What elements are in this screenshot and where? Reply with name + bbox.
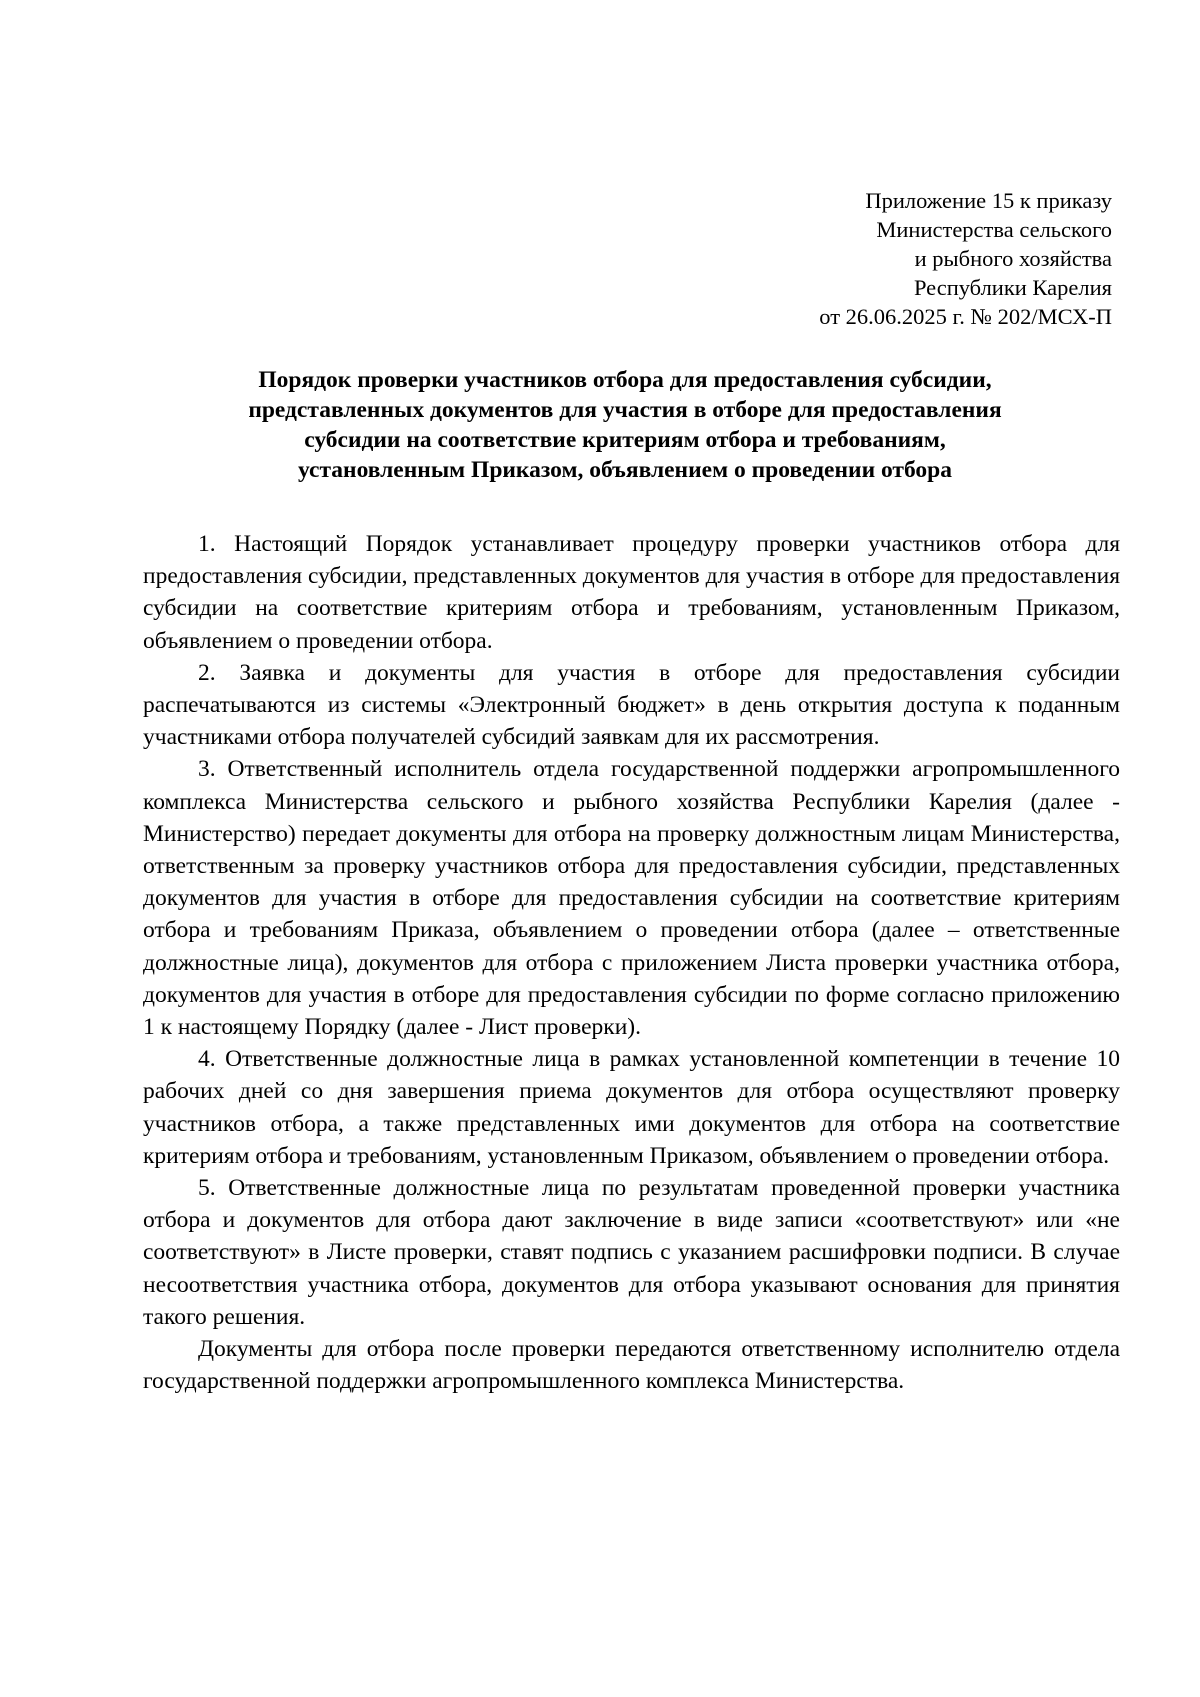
document-title: [130, 365, 1120, 485]
paragraph-5: 5. Ответственные должностные лица по результатам проведенной проверки участника отбора и документов для отбора дают заключение в виде записи «соответствуют» или «не соответствуют» в Листе проверки, ставят подпись с указанием расшифровки подписи. В случае несоответствия участника отбора, документов для отбора указывают основания для принятия такого решения.: [143, 1175, 1120, 1330]
title-line: представленных документов для участия в отборе для предоставления: [248, 397, 1002, 423]
title-line: Порядок проверки участников отбора для предоставления субсидии,: [258, 367, 992, 393]
paragraph-4: 4. Ответственные должностные лица в рамках установленной компетенции в течение 10 рабочих дней со дня завершения приема документов для отбора осуществляют проверку участников отбора, а также представленных ими документов для отбора на соответствие критериям отбора и требованиям, установленным Приказом, объявлением о проведении отбора.: [143, 1046, 1120, 1169]
paragraph-1: 1. Настоящий Порядок устанавливает процедуру проверки участников отбора для предоставления субсидии, представленных документов для участия в отборе для предоставления субсидии на соответствие критериям отбора и требованиям, установленным Приказом, объявлением о проведении отбора.: [143, 531, 1120, 654]
appendix-line: от 26.06.2025 г. № 202/МСХ-П: [819, 304, 1112, 329]
paragraph-6: Документы для отбора после проверки передаются ответственному исполнителю отдела государственной поддержки агропромышленного комплекса Министерства.: [143, 1336, 1120, 1395]
appendix-line: и рыбного хозяйства: [914, 246, 1112, 271]
paragraph-3: 3. Ответственный исполнитель отдела государственной поддержки агропромышленного комплекса Министерства сельского и рыбного хозяйства Республики Карелия (далее - Министерство) передает документы для отбора на проверку должностным лицам Министерства, ответственным за проверку участников отбора для предоставления субсидии, представленных документов для участия в отборе для предоставления субсидии на соответствие критериям отбора и требованиям Приказа, объявлением о проведении отбора (далее – ответственные должностные лица), документов для отбора с приложением Листа проверки участника отбора, документов для участия в отборе для предоставления субсидии по форме согласно приложению 1 к настоящему Порядку (далее - Лист проверки).: [143, 756, 1120, 1041]
appendix-line: Республики Карелия: [913, 275, 1112, 300]
document-body: [143, 528, 1120, 1397]
appendix-header: [592, 186, 1112, 331]
title-line: субсидии на соответствие критериям отбора и требованиям,: [304, 427, 946, 453]
appendix-line: Министерства сельского: [876, 217, 1112, 242]
appendix-line: Приложение 15 к приказу: [865, 188, 1112, 213]
paragraph-2: 2. Заявка и документы для участия в отборе для предоставления субсидии распечатываются из системы «Электронный бюджет» в день открытия доступа к поданным участниками отбора получателей субсидий заявкам для их рассмотрения.: [143, 659, 1120, 751]
title-line: установленным Приказом, объявлением о проведении отбора: [298, 457, 952, 483]
